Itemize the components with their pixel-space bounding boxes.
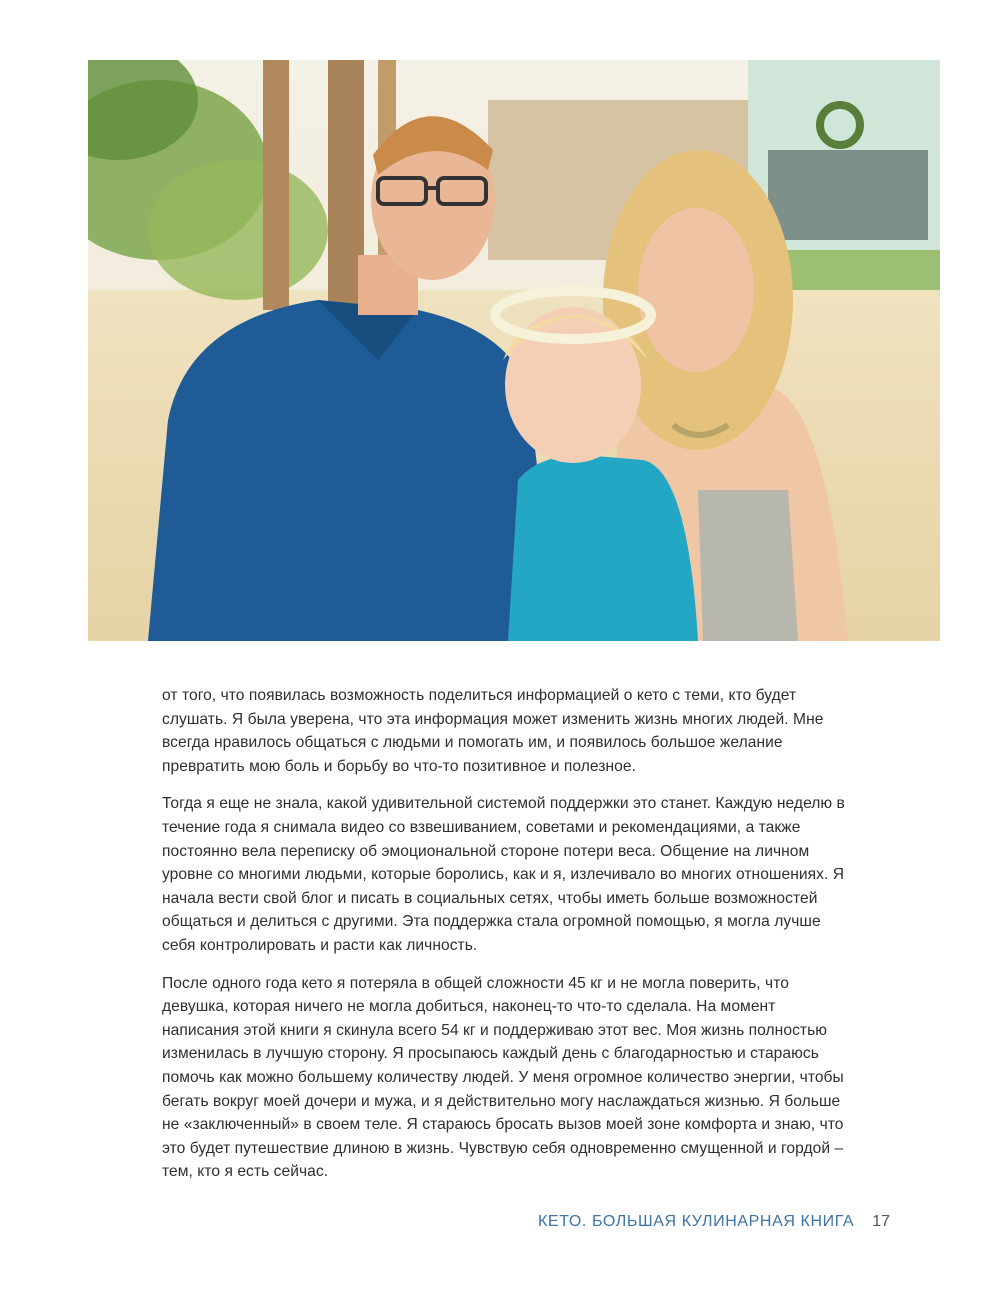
book-title: КЕТО. БОЛЬШАЯ КУЛИНАРНАЯ КНИГА: [538, 1213, 855, 1230]
paragraph: Тогда я еще не знала, какой удивительной системой поддержки это станет. Каждую неделю в течение года я снимала видео со взвешиванием, советами и рекомендациями, а также постоянно вела переписку об эмоциональной стороне потери веса. Общение на личном уровне со многими людьми, которые боролись, как и я, излечивало во многих отношениях. Я начала вести свой блог и писать в социальных сетях, чтобы иметь больше возможностей общаться и делиться с другими. Эта поддержка стала огромной помощью, я могла лучше себя контролировать и расти как личность.: [162, 795, 845, 954]
paragraph: от того, что появилась возможность поделиться информацией о кето с теми, кто будет слушать. Я была уверена, что эта информация может изменить жизнь многих людей. Мне всегда нравилось общаться с людьми и помогать им, и появилось большое желание превратить мою боль и борьбу во что-то позитивное и полезное.: [162, 687, 824, 775]
family-photo-illustration: [88, 60, 940, 641]
family-photo: [88, 60, 940, 641]
page-number: 17: [872, 1213, 890, 1230]
paragraph: После одного года кето я потеряла в общей сложности 45 кг и не могла поверить, что девушка, которая ничего не могла добиться, наконец-то что-то сделала. На момент написания этой книги я скинула всего 54 кг и поддерживаю этот вес. Моя жизнь полностью изменилась в лучшую сторону. Я просыпаюсь каждый день с благодарностью и стараюсь помочь как можно большему количеству людей. У меня огромное количество энергии, чтобы бегать вокруг моей дочери и мужа, и я действительно могу наслаждаться жизнью. Я больше не «заключенный» в своем теле. Я стараюсь бросать вызов моей зоне комфорта и знаю, что это будет путешествие длиною в жизнь. Чувствую себя одновременно смущенной и гордой – тем, кто я есть сейчас.: [162, 974, 844, 1181]
body-text: [162, 684, 852, 1198]
page-footer: [538, 1210, 890, 1234]
